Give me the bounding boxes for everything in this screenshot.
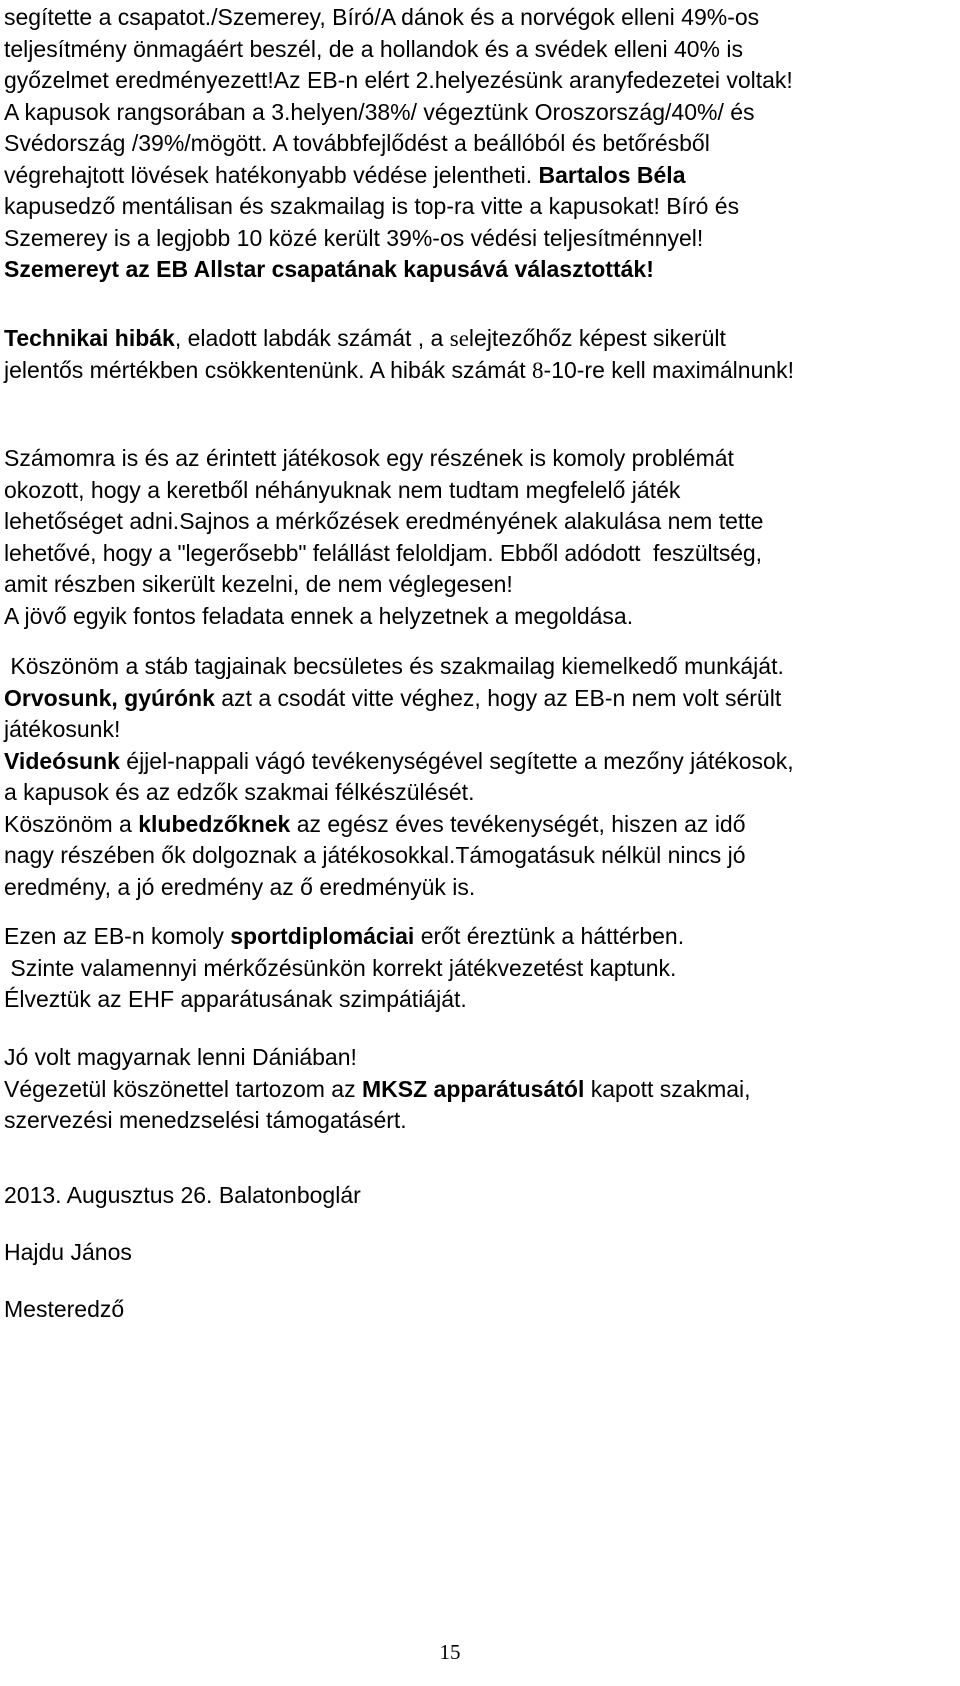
text-line — [4, 921, 944, 953]
paragraph-technical-errors — [4, 323, 944, 386]
text-line — [4, 323, 944, 355]
text-line — [4, 683, 944, 715]
text-span: jelentős mértékben csökkentenünk. A hibák számát — [4, 356, 533, 383]
text-line: eredmény, a jó eredmény az ő eredményük is. — [4, 873, 476, 900]
bold-text: sportdiplomáciai — [230, 923, 415, 949]
text-span: se — [449, 326, 469, 351]
text-span: végrehajtott lövések hatékonyabb védése jelentheti. — [4, 161, 533, 188]
text-line: Élveztük az EHF apparátusának szimpátiáját. — [4, 986, 467, 1012]
text-span: -10-re kell maximálnunk! — [543, 356, 795, 383]
text-span: Ezen az EB-n komoly — [4, 923, 231, 949]
text-line: Köszönöm a stáb tagjainak becsületes és szakmailag kiemelkedő munkáját. — [4, 653, 784, 679]
text-line: játékosunk! — [4, 716, 121, 742]
paragraph-closing — [4, 1042, 944, 1137]
text-line: Szinte valamennyi mérkőzésünkön korrekt játékvezetést kaptunk. — [4, 954, 677, 981]
signature-title — [4, 1294, 944, 1326]
text-span: lejtezőhőz képest sikerült — [468, 325, 726, 351]
text-line: A jövő egyik fontos feladata ennek a helyzetnek a megoldása. — [4, 602, 634, 629]
text-span: kapott szakmai, — [584, 1075, 751, 1102]
bold-text: Szemereyt az EB Allstar csapatának kapusává választották! — [4, 256, 654, 282]
text-line — [4, 160, 944, 192]
text-line: Számomra is és az érintett játékosok egy részének is komoly problémát — [4, 445, 734, 471]
text-line: kapusedző mentálisan és szakmailag is top-ra vitte a kapusokat! Bíró és — [4, 193, 740, 219]
text-span: azt a csodát vitte véghez, hogy az EB-n nem volt sérült — [214, 684, 782, 711]
bold-text: Bartalos Béla — [538, 161, 686, 188]
text-line: A kapusok rangsorában a 3.helyen/38%/ végeztünk Oroszország/40%/ és — [4, 98, 755, 125]
text-line — [4, 809, 944, 841]
text-line — [4, 254, 944, 286]
page-number: 15 — [439, 1640, 461, 1664]
text-line — [4, 1074, 944, 1106]
bold-text: Orvosunk, gyúrónk — [4, 684, 215, 711]
paragraph-thanks-staff — [4, 651, 944, 903]
text-span: 8 — [532, 357, 544, 383]
text-line: lehetővé, hogy a "legerősebb" felállást feloldjam. Ebből adódott feszültség, — [4, 539, 762, 566]
paragraph-squad-problem — [4, 443, 944, 632]
text-span: éjjel-nappali vágó tevékenységével segítette a mezőny játékosok, — [119, 747, 794, 774]
text-line: Hajdu János — [4, 1239, 132, 1265]
text-line: a kapusok és az edzők szakmai félkészülését. — [4, 779, 475, 805]
signature-name — [4, 1237, 944, 1269]
text-line: lehetőséget adni.Sajnos a mérkőzések eredményének alakulása nem tette — [4, 508, 764, 534]
text-line: teljesítmény önmagáért beszél, de a hollandok és a svédek elleni 40% is — [4, 35, 743, 62]
text-span: Végezetül köszönettel tartozom az — [4, 1075, 362, 1102]
text-line: segítette a csapatot./Szemerey, Bíró/A dánok és a norvégok elleni 49%-os — [4, 4, 760, 30]
text-line: nagy részében ők dolgoznak a játékosokkal.Támogatásuk nélkül nincs jó — [4, 842, 746, 868]
text-line: Svédország /39%/mögött. A továbbfejlődést a beállóból és betőrésből — [4, 130, 710, 156]
text-line — [4, 746, 944, 778]
text-line: amit részben sikerült kezelni, de nem véglegesen! — [4, 571, 513, 597]
text-span: , eladott labdák számát , a — [174, 325, 450, 351]
text-line: Mesteredző — [4, 1296, 125, 1322]
text-span: erőt éreztünk a háttérben. — [414, 923, 685, 949]
paragraph-goalkeepers — [4, 2, 944, 286]
text-line: győzelmet eredményezett!Az EB-n elért 2.helyezésünk aranyfedezetei voltak! — [4, 67, 793, 93]
text-line: Szemerey is a legjobb 10 közé került 39%-os védési teljesítménnyel! — [4, 224, 704, 251]
text-span: az egész éves tevékenységét, hiszen az idő — [290, 810, 746, 837]
bold-text: Technikai hibák — [4, 325, 175, 351]
text-line: szervezési menedzselési támogatásért. — [4, 1107, 407, 1133]
bold-text: Videósunk — [4, 747, 120, 774]
text-line — [4, 355, 944, 387]
signature-date-place — [4, 1180, 944, 1212]
paragraph-sport-diplomacy — [4, 921, 944, 1016]
text-line: Jó volt magyarnak lenni Dániában! — [4, 1044, 357, 1070]
bold-text: MKSZ apparátusától — [361, 1075, 585, 1102]
text-span: Köszönöm a — [4, 810, 139, 837]
bold-text: klubedzőknek — [138, 810, 291, 837]
text-line: 2013. Augusztus 26. Balatonboglár — [4, 1182, 361, 1208]
text-line: okozott, hogy a keretből néhányuknak nem tudtam megfelelő játék — [4, 476, 681, 503]
